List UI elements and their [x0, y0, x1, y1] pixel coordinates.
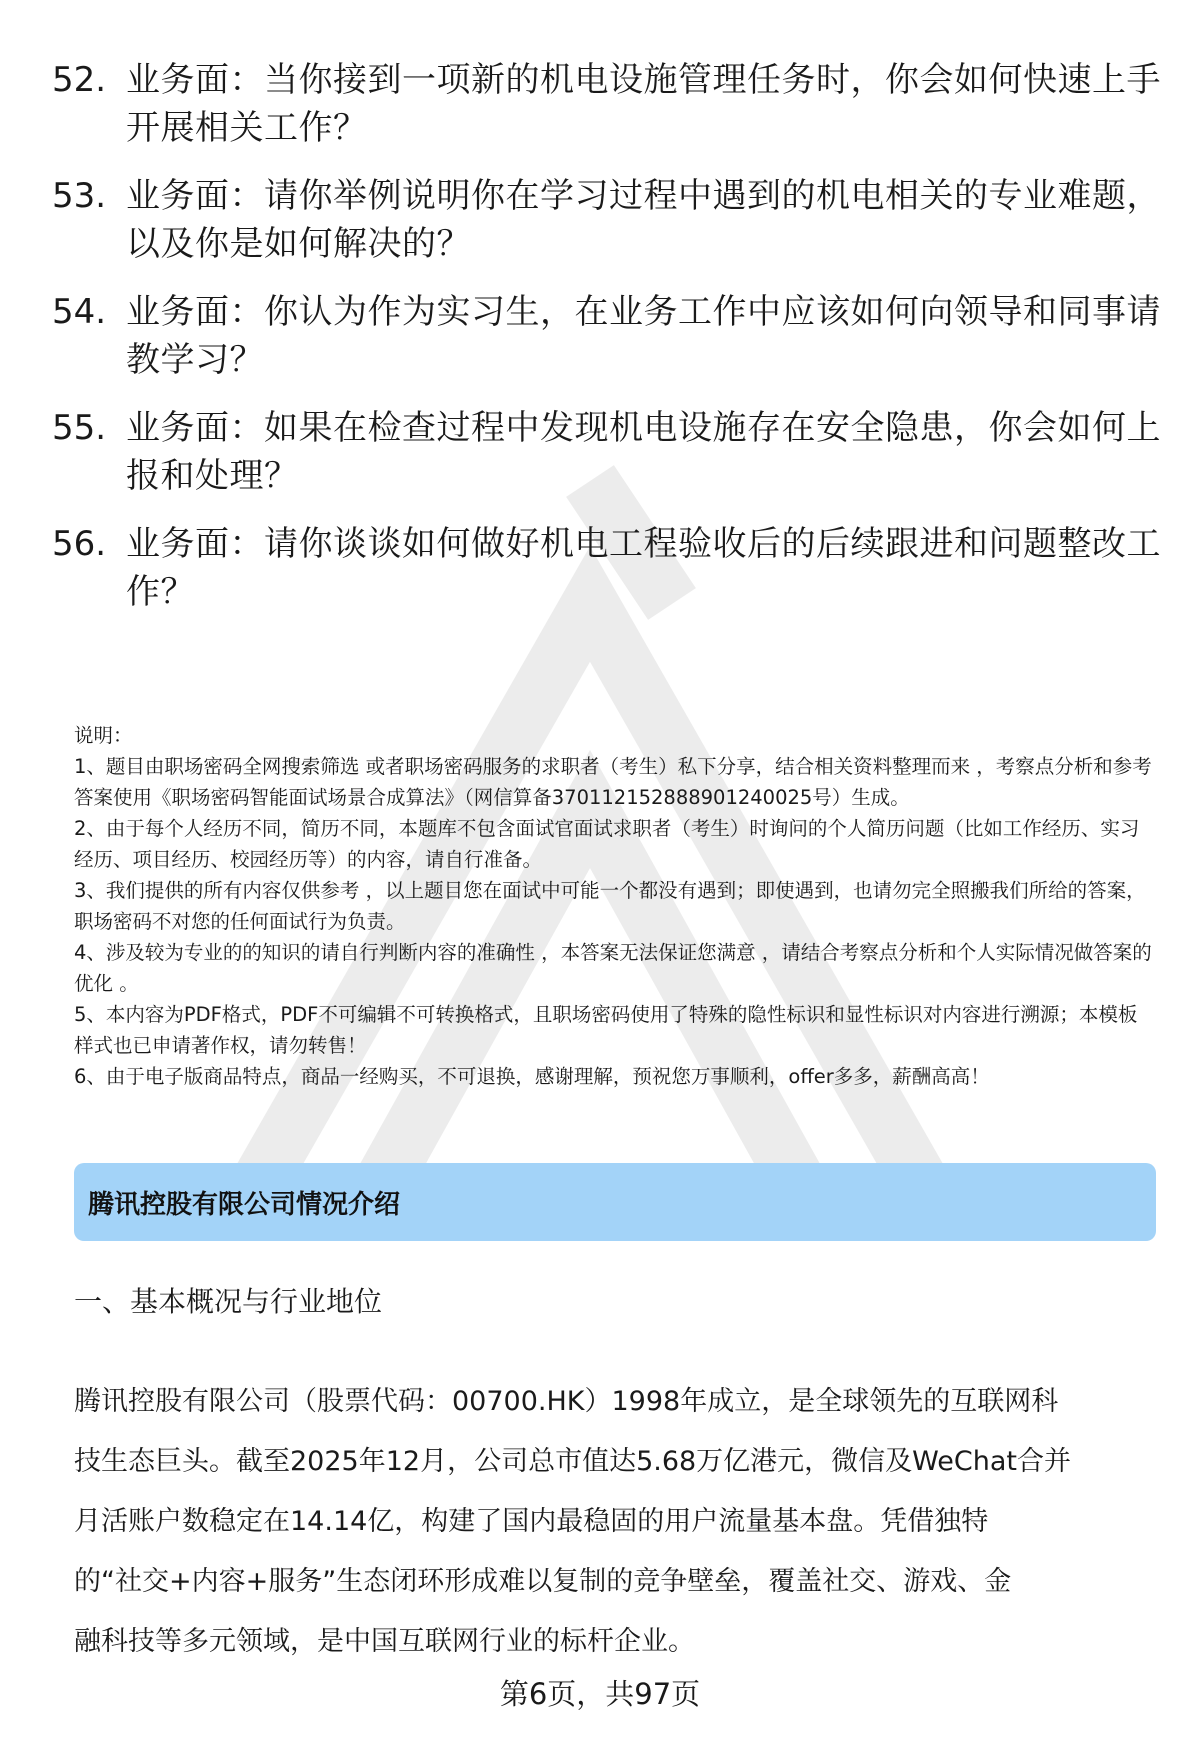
question-number: 53. — [52, 176, 107, 216]
question-list — [52, 56, 1162, 636]
question-item — [52, 172, 1162, 268]
question-text: 业务面：你认为作为实习生，在业务工作中应该如何向领导和同事请教学习？ — [126, 292, 1161, 380]
notes-title: 说明： — [74, 724, 133, 747]
question-item — [52, 404, 1162, 500]
question-number: 54. — [52, 292, 107, 332]
note-item: 3、我们提供的所有内容仅供参考 ，以上题目您在面试中可能一个都没有遇到；即使遇到，也请勿完全照搬我们所给的答案，职场密码不对您的任何面试行为负责。 — [74, 879, 1146, 933]
paragraph-line: 技生态巨头。截至2025年12月，公司总市值达5.68万亿港元，微信及WeChat合并 — [74, 1446, 1072, 1477]
question-text: 业务面：如果在检查过程中发现机电设施存在安全隐患，你会如何上报和处理？ — [126, 408, 1161, 496]
question-text: 业务面：请你举例说明你在学习过程中遇到的机电相关的专业难题，以及你是如何解决的？ — [126, 176, 1161, 264]
question-item — [52, 56, 1162, 152]
question-item — [52, 520, 1162, 616]
section-header-box — [74, 1163, 1156, 1241]
note-item: 6、由于电子版商品特点，商品一经购买，不可退换，感谢理解，预祝您万事顺利，offer多多，薪酬高高！ — [74, 1065, 990, 1088]
section-title: 腾讯控股有限公司情况介绍 — [88, 1189, 401, 1220]
question-text: 业务面：请你谈谈如何做好机电工程验收后的后续跟进和问题整改工作？ — [126, 524, 1161, 612]
question-text: 业务面：当你接到一项新的机电设施管理任务时，你会如何快速上手开展相关工作？ — [126, 60, 1161, 148]
subheading: 一、基本概况与行业地位 — [74, 1285, 383, 1318]
page-number: 第6页，共97页 — [499, 1677, 701, 1711]
paragraph-line: 融科技等多元领域，是中国互联网行业的标杆企业。 — [74, 1626, 695, 1657]
note-item: 5、本内容为PDF格式，PDF不可编辑不可转换格式，且职场密码使用了特殊的隐性标识和显性标识对内容进行溯源；本模板样式也已申请著作权，请勿转售！ — [74, 1003, 1138, 1057]
paragraph-line: 月活账户数稳定在14.14亿，构建了国内最稳固的用户流量基本盘。凭借独特 — [74, 1506, 989, 1537]
question-number: 52. — [52, 60, 107, 100]
paragraph-line: 的“社交+内容+服务”生态闭环形成难以复制的竞争壁垒，覆盖社交、游戏、金 — [74, 1566, 1012, 1597]
note-item: 4、涉及较为专业的的知识的请自行判断内容的准确性 ，本答案无法保证您满意 ，请结合考察点分析和个人实际情况做答案的优化 。 — [74, 941, 1152, 995]
note-item: 1、题目由职场密码全网搜索筛选 或者职场密码服务的求职者（考生）私下分享，结合相关资料整理而来 ，考察点分析和参考答案使用《职场密码智能面试场景合成算法》（网信算备370112152888901240025号）生成。 — [74, 755, 1152, 809]
notes-section — [74, 720, 1154, 1092]
note-item: 2、由于每个人经历不同，简历不同，本题库不包含面试官面试求职者（考生）时询问的个人简历问题（比如工作经历、实习经历、项目经历、校园经历等）的内容，请自行准备。 — [74, 817, 1140, 871]
question-number: 55. — [52, 408, 107, 448]
company-paragraph — [74, 1372, 1164, 1672]
paragraph-line: 腾讯控股有限公司（股票代码：00700.HK）1998年成立，是全球领先的互联网科 — [74, 1386, 1059, 1417]
question-item — [52, 288, 1162, 384]
question-number: 56. — [52, 524, 107, 564]
